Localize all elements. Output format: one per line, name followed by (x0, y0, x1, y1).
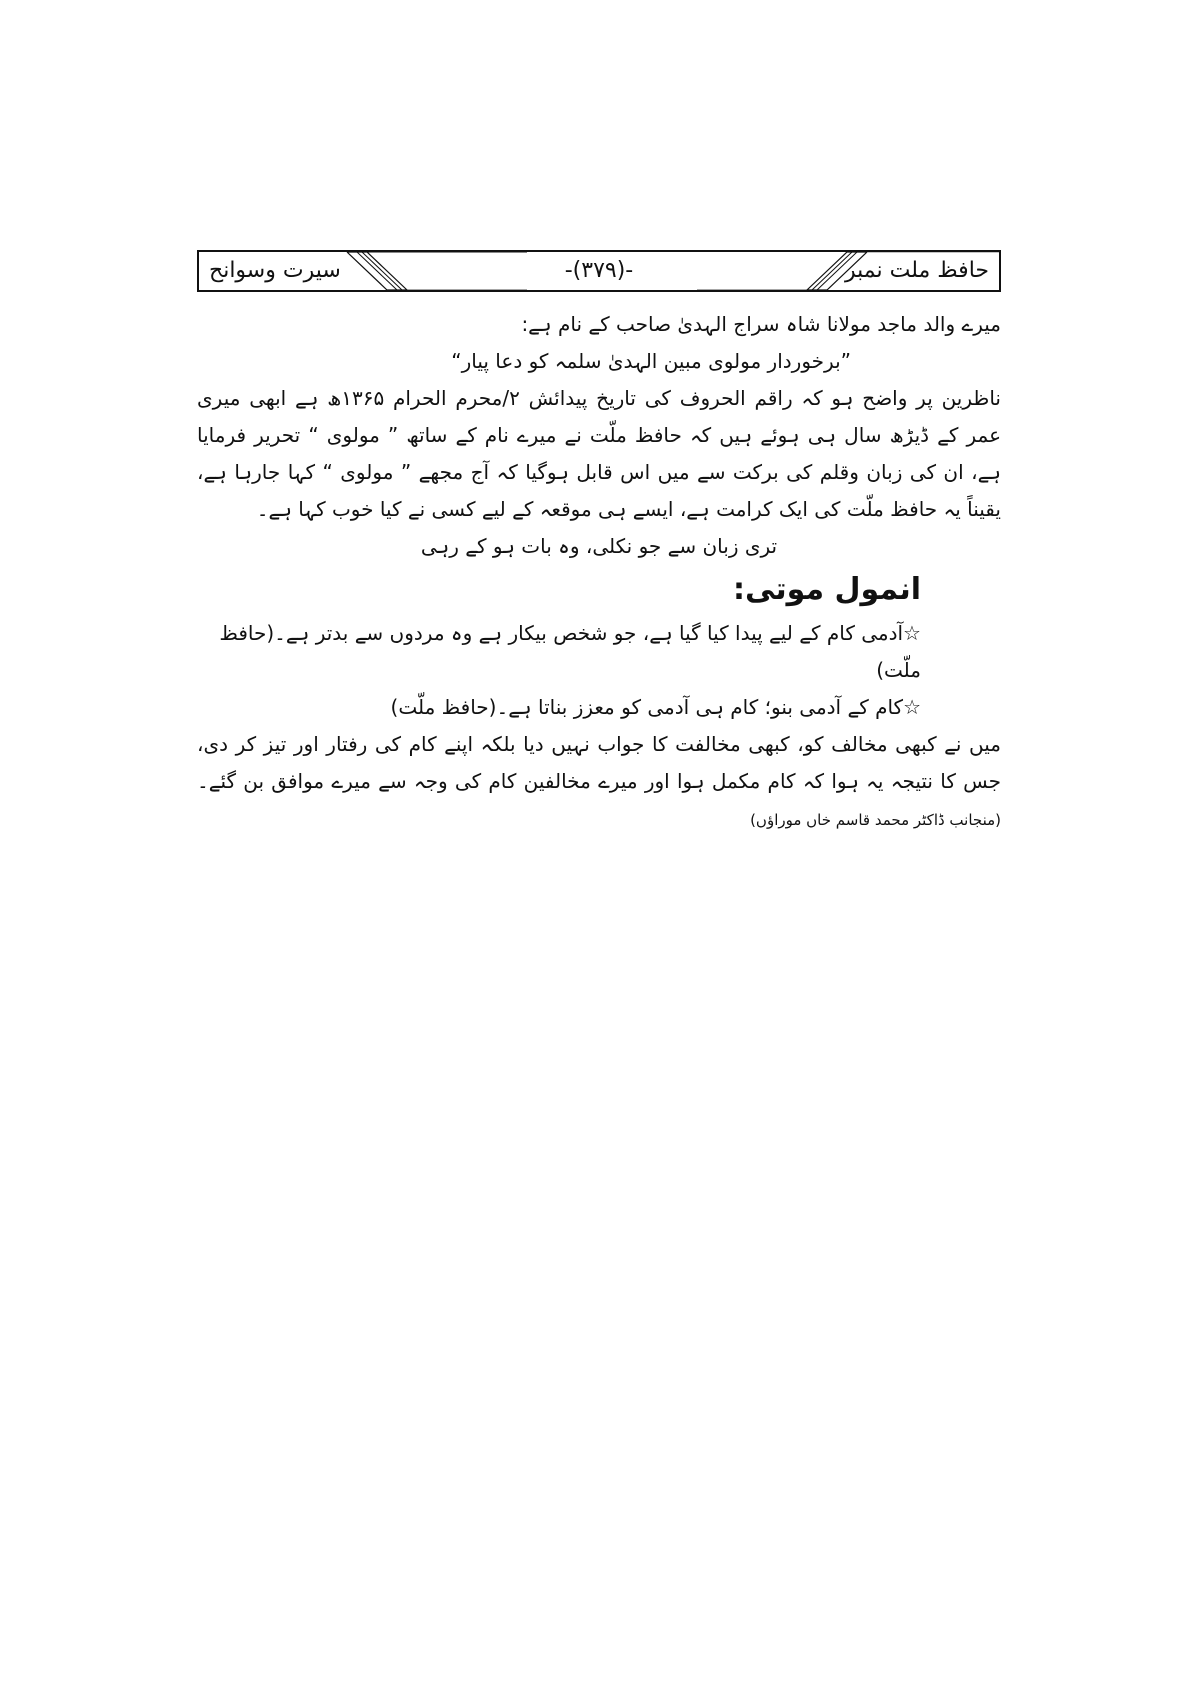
quote-line: ”برخوردار مولوی مبین الہدیٰ سلمہ کو دعا پیار“ (451, 349, 851, 373)
section-heading: انمول موتی: (733, 572, 921, 607)
page-header (197, 250, 1001, 292)
intro-line: میرے والد ماجد مولانا شاہ سراج الہدیٰ صاحب کے نام ہے: (521, 312, 1001, 336)
header-section-title: سیرت وسوانح (209, 258, 341, 283)
citation: (منجانب ڈاکٹر محمد قاسم خاں موراؤں) (750, 811, 1001, 829)
header-book-title: حافظ ملت نمبر (845, 258, 989, 283)
paragraph-2-text: میں نے کبھی مخالف کو، کبھی مخالفت کا جواب نہیں دیا بلکہ اپنے کام کی رفتار اور تیز کر دی، جس کا نتیجہ یہ ہوا کہ کام مکمل ہوا اور میرے مخالفین کام کی وجہ سے میرے موافق بن گئے۔ (197, 732, 1001, 793)
verse-line: تری زبان سے جو نکلی، وہ بات ہو کے رہی (420, 534, 778, 558)
paragraph-1: ناظرین پر واضح ہو کہ راقم الحروف کی تاریخ پیدائش ۲/محرم الحرام ۱۳۶۵ھ ہے ابھی میری عمر کے ڈیڑھ سال ہی ہوئے ہیں کہ حافظ ملّت نے میرے نام کے ساتھ ” مولوی “ تحریر فرمایا ہے، ان کی زبان وقلم کی برکت سے میں اس قابل ہوگیا کہ آج مجھے ” مولوی “ کہا جارہا ہے، یقیناً یہ حافظ ملّت کی ایک کرامت ہے، ایسے ہی موقعہ کے لیے کسی نے کیا خوب کہا ہے۔ (197, 386, 1001, 521)
quote-bullet-1: ☆آدمی کام کے لیے پیدا کیا گیا ہے، جو شخص بیکار ہے وہ مردوں سے بدتر ہے۔(حافظ ملّت) (219, 621, 921, 682)
paragraph-2 (197, 726, 1001, 839)
page-number: -(۳۷۹)- (564, 258, 634, 283)
body-text (197, 306, 1001, 839)
quote-bullet-2: ☆کام کے آدمی بنو؛ کام ہی آدمی کو معزز بناتا ہے۔(حافظ ملّت) (390, 695, 921, 719)
